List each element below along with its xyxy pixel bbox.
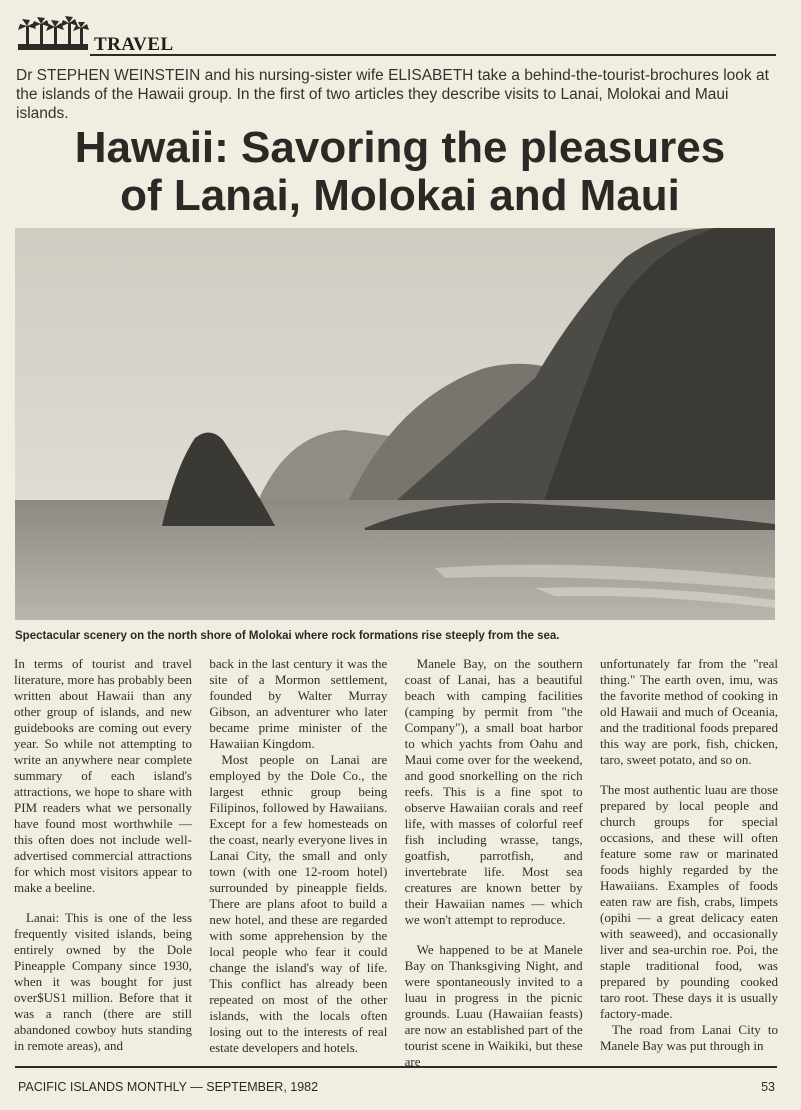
palm-trees-icon (16, 16, 90, 52)
body-column-4 (600, 656, 778, 1058)
title-line-1: Hawaii: Savoring the pleasures (74, 123, 726, 172)
footer-rule (15, 1066, 777, 1068)
article-title (20, 124, 780, 220)
page-number: 53 (761, 1080, 775, 1094)
paragraph: The most authentic luau are those prepared by local people and church groups for special occasions, and these will often feature some raw or marinated foods highly regarded by the Hawaiians. Examples of foods eaten raw are fish, crabs, limpets (opihi — a great delicacy eaten with seaweed), and occasionally liver and sea-urchin roe. Poi, the staple traditional food, was prepared by pounding cooked taro root. These days it is usually factory-made. (599, 782, 778, 1021)
body-column-1 (14, 656, 192, 1058)
publication-credit: PACIFIC ISLANDS MONTHLY — SEPTEMBER, 1982 (18, 1080, 319, 1094)
paragraph: Lanai: This is one of the less frequently visited islands, being entirely owned by the Dole Pineapple Company since 1930, when it was bought for just over$US1 million. Before that it was a ranch (there are still abandoned cowboy huts standing in remote areas), and (14, 910, 192, 1053)
article-body (14, 656, 778, 1069)
intro-deck: Dr STEPHEN WEINSTEIN and his nursing-sister wife ELISABETH take a behind-the-tourist-brochures look at the islands of the Hawaii group. In the first of two articles they describe visits to Lanai, Molokai and Maui islands. (16, 67, 769, 122)
paragraph: In terms of tourist and travel literature, more has probably been written about Hawaii than any other group of islands, and new guidebooks are coming out every year. So while not attempting to write an anywhere near complete summary of each island's attractions, we hope to share with PIM readers what we personally have found most worthwhile — this often does not include well-advertised commercial attractions for which most visitors appear to make a beeline. (14, 656, 192, 895)
title-line-2: of Lanai, Molokai and Maui (120, 171, 680, 220)
article-photo (15, 228, 775, 620)
paragraph: Manele Bay, on the southern coast of Lanai, has a beautiful beach with camping facilities (camping by permit from "the Company"), a small boat harbor to which yachts from Oahu and Maui come over for the weekend, and good snorkelling on the rich reefs. This is a fine spot to observe Hawaiian corals and reef life, with masses of colorful reef fish including wrasse, tangs, goatfish, parrotfish, and invertebrate life. Most sea creatures are known better by their Hawaiian names — which we won't attempt to reproduce. (404, 656, 583, 927)
body-column-2 (209, 656, 387, 1058)
section-header (14, 16, 776, 58)
paragraph: unfortunately far from the "real thing." The earth oven, imu, was the favorite method of cooking in old Hawaii and much of Oceania, and the traditional foods prepared this way are pork, fish, chicken, taro, sweet potato, and so on. (599, 656, 778, 767)
body-column-3 (404, 656, 583, 1069)
paragraph: Most people on Lanai are employed by the Dole Co., the largest ethnic group being Filipinos, followed by Hawaiians. Except for a few homesteads on the coast, nearly everyone lives in Lanai City, the small and only town (with one 12-room hotel) surrounded by pineapple fields. There are plans afoot to build a new hotel, and these are regarded with some apprehension by the local people who fear it could change the island's way of life. This conflict has already been repeated on most of the other islands, with the locals often losing out to the interests of real estate developers and hotels. (209, 752, 388, 1055)
paragraph: The road from Lanai City to Manele Bay was put through in (599, 1022, 778, 1053)
header-rule (90, 54, 776, 56)
section-label: TRAVEL (94, 34, 174, 55)
photo-caption: Spectacular scenery on the north shore of Molokai where rock formations rise steeply from the sea. (15, 630, 560, 642)
molokai-coast-photo (15, 228, 775, 620)
paragraph: back in the last century it was the site of a Mormon settlement, founded by Walter Murray Gibson, an adventurer who later became prime minister of the Hawaiian Kingdom. (209, 656, 388, 751)
paragraph: We happened to be at Manele Bay on Thanksgiving Night, and were spontaneously invited to a luau in progress in the picnic grounds. Luau (Hawaiian feasts) are now an established part of the tourist scene in Waikiki, but these are (404, 942, 583, 1069)
